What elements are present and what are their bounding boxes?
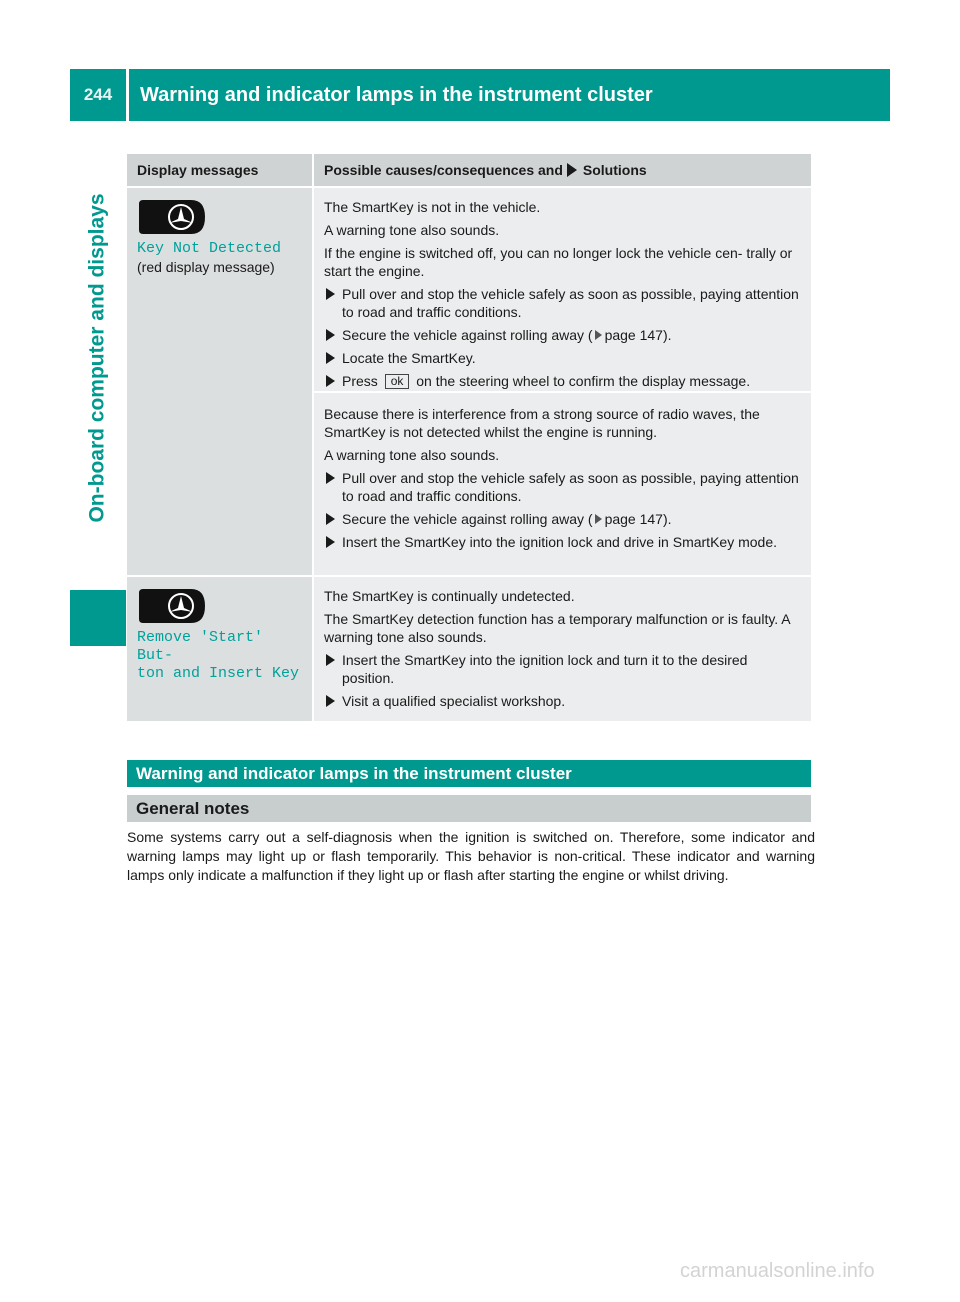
action-arrow-icon xyxy=(326,329,335,341)
action-item xyxy=(324,533,801,551)
column-header-causes xyxy=(314,154,811,186)
smartkey-icon xyxy=(137,198,207,236)
side-tab xyxy=(70,125,126,590)
display-message: ton and Insert Key xyxy=(137,665,300,682)
side-tab-marker xyxy=(70,590,126,646)
action-text: Insert the SmartKey into the ignition lock and turn it to the desired position. xyxy=(342,652,748,686)
column-header-causes-label: Possible causes/consequences and xyxy=(324,162,563,178)
action-item xyxy=(324,326,801,344)
solution-arrow-icon xyxy=(567,163,577,177)
cause-text: If the engine is switched off, you can no longer lock the vehicle cen- trally or start the engine. xyxy=(324,245,793,279)
page-title: Warning and indicator lamps in the instrument cluster xyxy=(140,84,653,106)
cause-text: A warning tone also sounds. xyxy=(324,222,500,238)
action-arrow-icon xyxy=(326,288,335,300)
table-cell-causes xyxy=(314,393,811,575)
ok-button-icon: ok xyxy=(385,374,410,389)
action-text: Pull over and stop the vehicle safely as soon as possible, paying attention to road and traffic conditions. xyxy=(342,470,799,504)
cause-text: The SmartKey detection function has a temporary malfunction or is faulty. A warning tone also sounds. xyxy=(324,611,790,645)
section-title: Warning and indicator lamps in the instrument cluster xyxy=(127,760,811,787)
action-arrow-icon xyxy=(326,513,335,525)
smartkey-icon xyxy=(137,587,207,625)
action-arrow-icon xyxy=(326,375,335,387)
header-divider xyxy=(126,69,129,121)
action-arrow-icon xyxy=(326,352,335,364)
side-tab-label: On-board computer and displays xyxy=(86,192,109,523)
action-text: Press xyxy=(342,373,378,389)
table-cell-causes xyxy=(314,188,811,391)
action-item xyxy=(324,510,801,528)
action-text: Secure the vehicle against rolling away ( xyxy=(342,511,593,527)
action-text: Insert the SmartKey into the ignition lock and drive in SmartKey mode. xyxy=(342,534,777,550)
page-reference-icon xyxy=(595,514,602,524)
column-header-display: Display messages xyxy=(127,154,312,186)
table-cell-display xyxy=(127,188,312,575)
subsection-title: General notes xyxy=(127,795,811,822)
cause-text: The SmartKey is continually undetected. xyxy=(324,588,575,604)
action-text: Locate the SmartKey. xyxy=(342,350,476,366)
table-cell-causes xyxy=(314,577,811,721)
display-message-note: (red display message) xyxy=(137,259,275,275)
action-text: Visit a qualified specialist workshop. xyxy=(342,693,566,709)
action-item xyxy=(324,651,801,687)
watermark: carmanualsonline.info xyxy=(680,1260,875,1282)
action-arrow-icon xyxy=(326,695,335,707)
display-messages-table xyxy=(127,154,811,721)
action-text: Pull over and stop the vehicle safely as soon as possible, paying attention to road and traffic conditions. xyxy=(342,286,799,320)
page-number: 244 xyxy=(83,85,113,104)
action-text: Secure the vehicle against rolling away ( xyxy=(342,327,593,343)
action-item xyxy=(324,469,801,505)
page-reference-link[interactable]: page 147). xyxy=(604,327,672,343)
display-message: Remove 'Start' But‐ xyxy=(137,629,264,664)
display-message: Key Not Detected xyxy=(137,240,282,257)
cause-text: A warning tone also sounds. xyxy=(324,447,500,463)
action-item xyxy=(324,692,801,710)
body-paragraph: Some systems carry out a self-diagnosis when the ignition is switched on. Therefore, some indicator and warning lamps may light up or flash temporarily. This behavior is non-critical. These indicator and warning lamps only indicate a malfunction if they light up or flash after starting the engine or whilst driving. xyxy=(127,829,815,883)
table-cell-display xyxy=(127,577,312,721)
page-reference-icon xyxy=(595,330,602,340)
cause-text: Because there is interference from a strong source of radio waves, the SmartKey is not detected whilst the engine is running. xyxy=(324,406,760,440)
action-arrow-icon xyxy=(326,654,335,666)
action-arrow-icon xyxy=(326,472,335,484)
action-text: on the steering wheel to confirm the display message. xyxy=(416,373,751,389)
column-header-solutions-label: Solutions xyxy=(582,162,647,178)
action-item xyxy=(324,285,801,321)
action-item xyxy=(324,349,801,367)
action-item xyxy=(324,372,801,390)
action-arrow-icon xyxy=(326,536,335,548)
cause-text: The SmartKey is not in the vehicle. xyxy=(324,199,541,215)
page-reference-link[interactable]: page 147). xyxy=(604,511,672,527)
